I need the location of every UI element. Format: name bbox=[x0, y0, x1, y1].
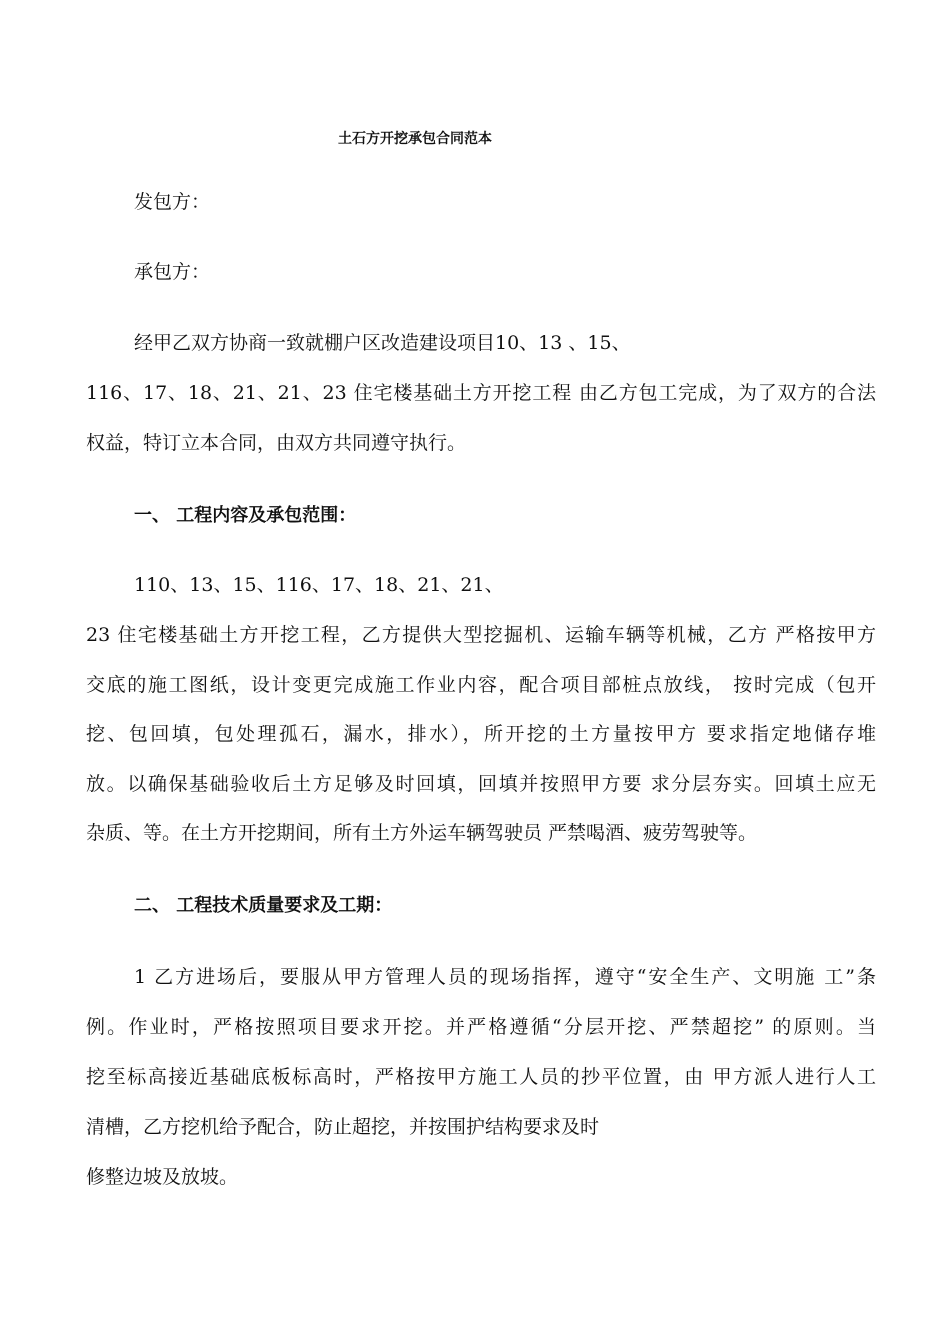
section-1-line-2: 23 住宅楼基础土方开挖工程，乙方提供大型挖掘机、运输车辆等机械，乙方 严格按甲方 bbox=[86, 624, 876, 646]
section-2-line-1: 1 乙方进场后，要服从甲方管理人员的现场指挥，遵守“安全生产、文明施 工”条 bbox=[134, 966, 876, 988]
section-1-line-1: 110、13、15、116、17、18、21、21、 bbox=[134, 574, 504, 596]
section-1-line-5: 放。以确保基础验收后土方足够及时回填，回填并按照甲方要 求分层夯实。回填土应无 bbox=[86, 773, 876, 795]
section-2-heading: 二、 工程技术质量要求及工期： bbox=[134, 895, 393, 916]
section-2-line-5: 修整边坡及放坡。 bbox=[86, 1166, 239, 1188]
intro-line-3: 权益，特订立本合同，由双方共同遵守执行。 bbox=[86, 432, 467, 454]
section-2-line-2: 例。作业时，严格按照项目要求开挖。并严格遵循“分层开挖、严禁超挖” 的原则。当 bbox=[86, 1016, 876, 1038]
intro-line-2: 116、17、18、21、21、23 住宅楼基础土方开挖工程 由乙方包工完成，为了双方的合法 bbox=[86, 382, 876, 404]
section-1-line-4: 挖、包回填，包处理孤石，漏水，排水），所开挖的土方量按甲方 要求指定地储存堆 bbox=[86, 723, 876, 745]
section-1-line-6: 杂质、等。在土方开挖期间，所有土方外运车辆驾驶员 严禁喝酒、疲劳驾驶等。 bbox=[86, 822, 758, 844]
section-2-line-4: 清槽，乙方挖机给予配合，防止超挖，并按围护结构要求及时 bbox=[86, 1116, 600, 1138]
section-1-line-3: 交底的施工图纸，设计变更完成施工作业内容，配合项目部桩点放线， 按时完成（包开 bbox=[86, 674, 876, 696]
intro-line-1: 经甲乙双方协商一致就棚户区改造建设项目10、13 、15、 bbox=[134, 332, 631, 354]
party-b-label: 承包方： bbox=[134, 261, 211, 283]
document-title: 土石方开挖承包合同范本 bbox=[338, 131, 492, 147]
party-a-label: 发包方： bbox=[134, 191, 211, 213]
section-1-heading: 一、 工程内容及承包范围： bbox=[134, 505, 357, 526]
section-2-line-3: 挖至标高接近基础底板标高时，严格按甲方施工人员的抄平位置，由 甲方派人进行人工 bbox=[86, 1066, 876, 1088]
